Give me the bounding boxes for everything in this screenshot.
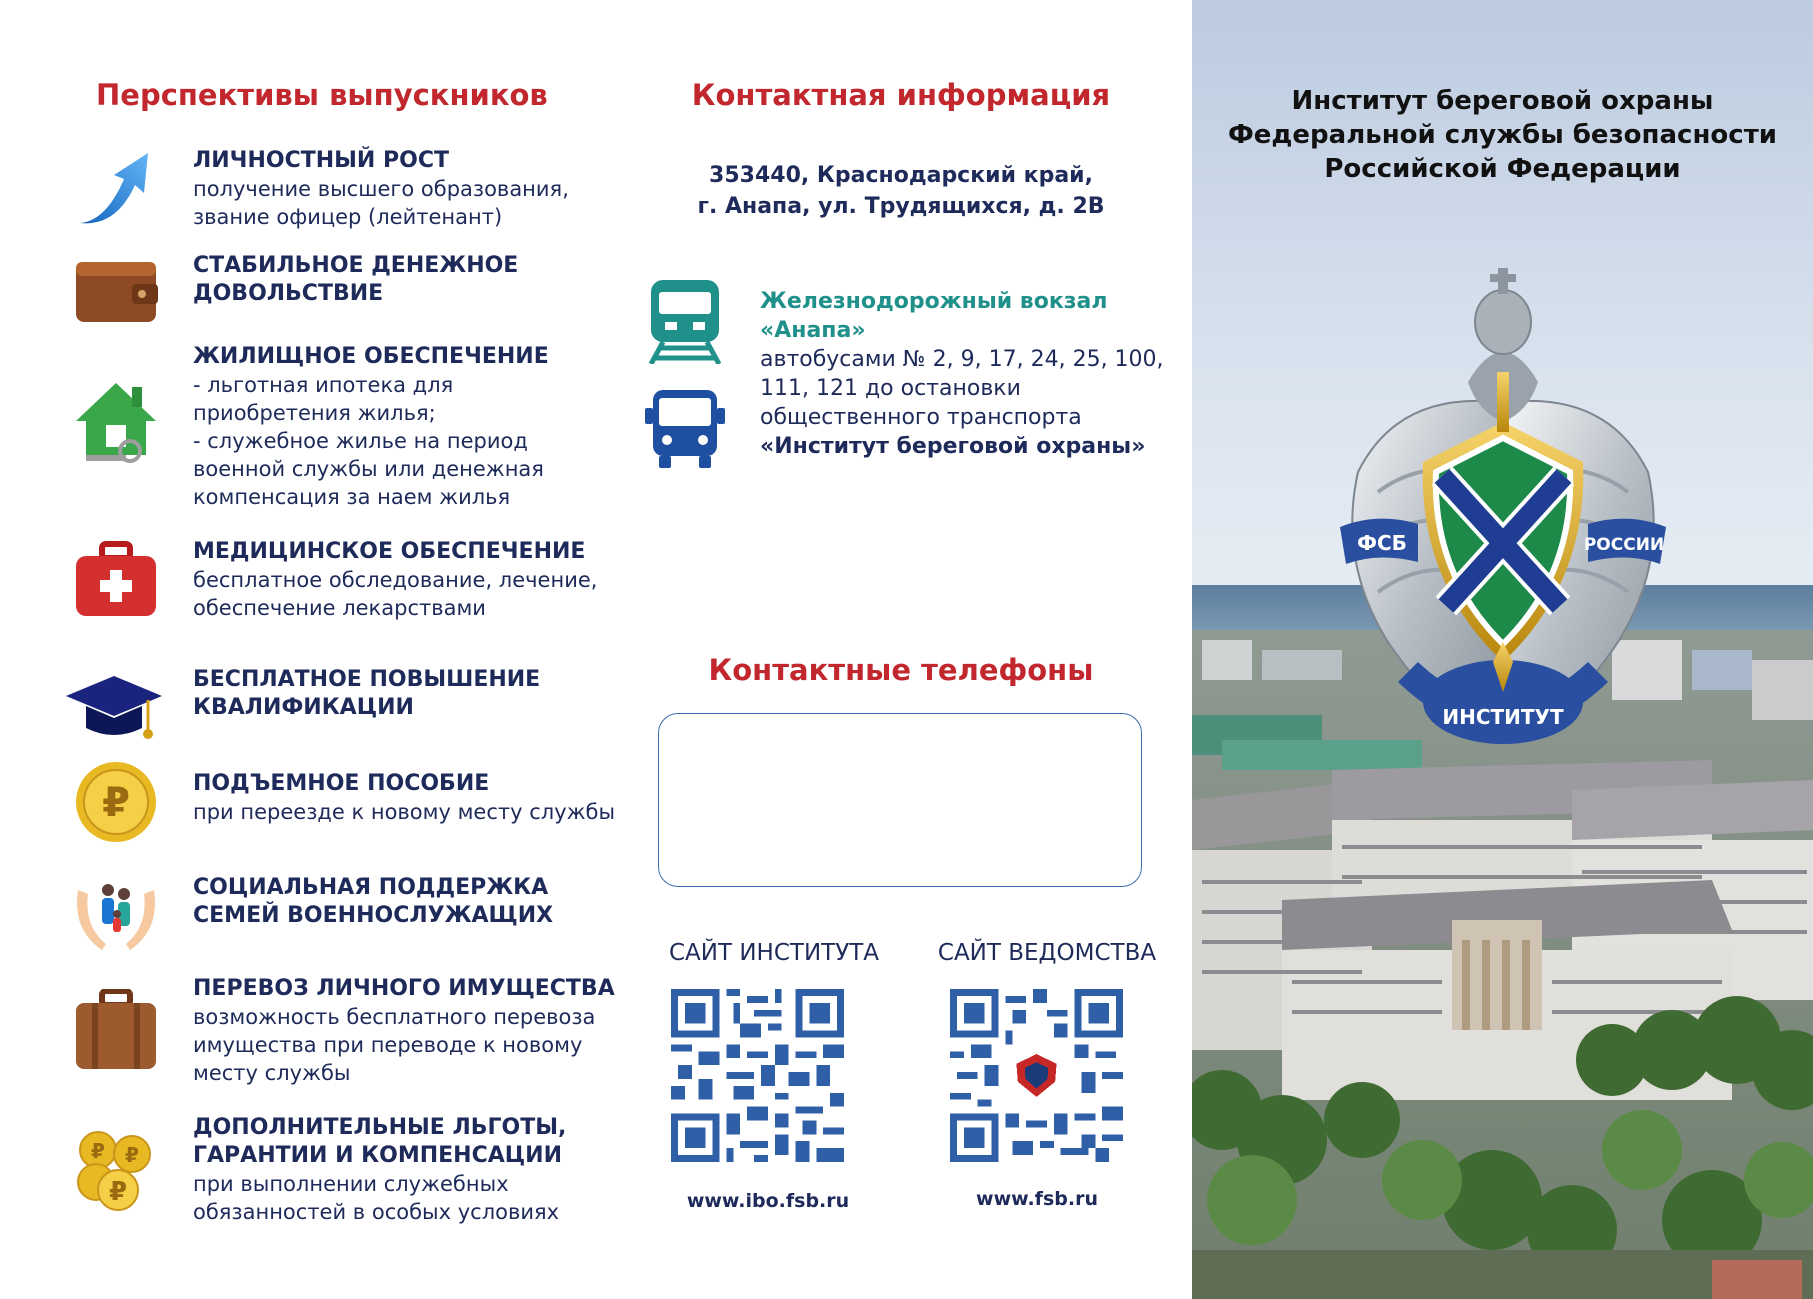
perk-item (72, 1114, 612, 1234)
qr-code-icon[interactable] (671, 989, 844, 1162)
site-label-agency: САЙТ ВЕДОМСТВА (937, 940, 1157, 966)
emblem-bottom-text: ИНСТИТУТ (1442, 705, 1564, 729)
perk-title: СОЦИАЛЬНАЯ ПОДДЕРЖКА СЕМЕЙ ВОЕННОСЛУЖАЩИХ (193, 875, 554, 928)
ruble-coins-stack-icon (72, 1124, 160, 1212)
perk-title: ЛИЧНОСТНЫЙ РОСТ (193, 148, 449, 173)
arrow-up-icon (72, 147, 160, 235)
perk-title: СТАБИЛЬНОЕ ДЕНЕЖНОЕ ДОВОЛЬСТВИЕ (193, 253, 519, 306)
contacts-column (610, 0, 1192, 1299)
perspectives-title: Перспективы выпускников (96, 78, 548, 112)
bus-icon (645, 386, 725, 472)
perk-title: ЖИЛИЩНОЕ ОБЕСПЕЧЕНИЕ (193, 344, 549, 369)
suitcase-icon (72, 989, 160, 1077)
cover-title: Институт береговой охраны Федеральной службы безопасности Российской Федерации (1228, 86, 1777, 184)
perk-desc: бесплатное обследование, лечение, обеспечение лекарствами (193, 568, 598, 620)
site-url-agency[interactable]: www.fsb.ru (976, 1188, 1098, 1210)
site-url-institute[interactable]: www.ibo.fsb.ru (686, 1190, 850, 1212)
route-info (760, 287, 1180, 461)
phones-box (658, 713, 1142, 887)
cover-column (1192, 0, 1813, 1299)
perk-desc: - льготная ипотека для приобретения жилья; - служебное жилье на период военной службы или денежная компенсация за наем жилья (193, 373, 544, 509)
train-icon (645, 278, 725, 364)
perk-item (72, 147, 612, 267)
institute-emblem-icon (1338, 262, 1668, 767)
medical-kit-icon (72, 538, 160, 626)
perk-item (72, 538, 612, 658)
ruble-coin-icon (72, 758, 160, 846)
perspectives-column (0, 0, 616, 1299)
svg-text:₽: ₽ (91, 1139, 105, 1163)
station-name: Железнодорожный вокзал «Анапа» (760, 289, 1108, 343)
house-key-icon (72, 371, 160, 471)
perk-item (72, 975, 615, 1095)
graduation-cap-icon (64, 666, 164, 754)
family-hands-icon (72, 860, 160, 956)
svg-text:₽: ₽ (108, 1177, 128, 1207)
perk-title: ПОДЪЕМНОЕ ПОСОБИЕ (193, 771, 490, 796)
qr-code-fsb-icon[interactable] (950, 989, 1123, 1162)
emblem-left-text: ФСБ (1357, 531, 1407, 555)
route-desc: автобусами № 2, 9, 17, 24, 25, 100, 111, 121 до остановки общественного транспорта (760, 347, 1164, 430)
perk-desc: получение высшего образования, звание офицер (лейтенант) (193, 177, 569, 229)
perk-desc: возможность бесплатного перевоза имущества при переводе к новому месту службы (193, 1005, 596, 1085)
perk-title: МЕДИЦИНСКОЕ ОБЕСПЕЧЕНИЕ (193, 539, 586, 564)
site-label-institute: САЙТ ИНСТИТУТА (668, 940, 880, 966)
perk-item (72, 343, 612, 509)
perk-desc: при переезде к новому месту службы (193, 800, 616, 824)
perk-title: БЕСПЛАТНОЕ ПОВЫШЕНИЕ КВАЛИФИКАЦИИ (193, 667, 541, 720)
svg-text:₽: ₽ (102, 780, 130, 826)
contacts-title: Контактная информация (691, 78, 1111, 112)
phones-title: Контактные телефоны (708, 653, 1094, 687)
emblem-right-text: РОССИИ (1583, 535, 1665, 555)
address: 353440, Краснодарский край, г. Анапа, ул. Трудящихся, д. 2В (697, 163, 1105, 219)
perk-title: ПЕРЕВОЗ ЛИЧНОГО ИМУЩЕСТВА (193, 976, 615, 1001)
perk-desc: при выполнении служебных обязанностей в особых условиях (193, 1172, 560, 1224)
svg-text:₽: ₽ (125, 1143, 139, 1167)
perk-title: ДОПОЛНИТЕЛЬНЫЕ ЛЬГОТЫ, ГАРАНТИИ И КОМПЕНСАЦИИ (193, 1115, 567, 1168)
route-stop: «Институт береговой охраны» (760, 434, 1146, 459)
wallet-icon (72, 252, 160, 340)
